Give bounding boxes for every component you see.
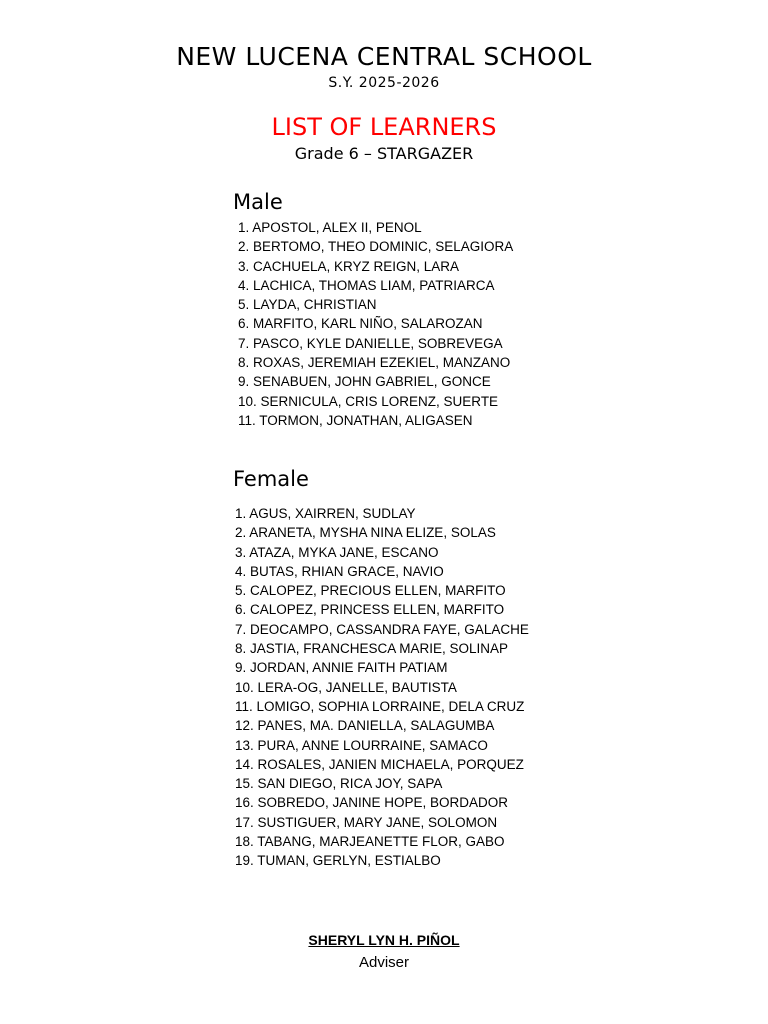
list-item: 12. PANES, MA. DANIELLA, SALAGUMBA: [235, 718, 495, 734]
list-item: 19. TUMAN, GERLYN, ESTIALBO: [235, 853, 441, 869]
list-item: 10. SERNICULA, CRIS LORENZ, SUERTE: [238, 393, 499, 409]
list-item: 2. BERTOMO, THEO DOMINIC, SELAGIORA: [238, 239, 514, 255]
list-item: 11. TORMON, JONATHAN, ALIGASEN: [238, 412, 473, 428]
list-item: 14. ROSALES, JANIEN MICHAELA, PORQUEZ: [235, 756, 524, 772]
grade-section: Grade 6 – STARGAZER: [294, 144, 474, 163]
list-item: 2. ARANETA, MYSHA NINA ELIZE, SOLAS: [235, 525, 496, 541]
list-item: 10. LERA-OG, JANELLE, BAUTISTA: [235, 679, 457, 695]
list-item: 17. SUSTIGUER, MARY JANE, SOLOMON: [235, 814, 498, 830]
list-item: 5. LAYDA, CHRISTIAN: [238, 297, 377, 313]
list-item: 1. APOSTOL, ALEX II, PENOL: [238, 220, 422, 235]
list-item: 8. JASTIA, FRANCHESCA MARIE, SOLINAP: [235, 641, 509, 657]
list-item: 11. LOMIGO, SOPHIA LORRAINE, DELA CRUZ: [235, 698, 525, 714]
adviser-name: SHERYL LYN H. PIÑOL: [308, 932, 460, 948]
school-year: S.Y. 2025-2026: [328, 75, 440, 91]
list-item: 4. BUTAS, RHIAN GRACE, NAVIO: [235, 563, 444, 579]
list-item: 8. ROXAS, JEREMIAH EZEKIEL, MANZANO: [238, 355, 511, 371]
male-heading: Male: [233, 190, 283, 214]
adviser-role: Adviser: [358, 954, 410, 971]
school-name: NEW LUCENA CENTRAL SCHOOL: [176, 42, 592, 71]
male-learner-list: [238, 218, 513, 430]
list-item: 5. CALOPEZ, PRECIOUS ELLEN, MARFITO: [235, 583, 506, 599]
list-item: 6. MARFITO, KARL NIÑO, SALAROZAN: [238, 316, 483, 332]
list-item: 1. AGUS, XAIRREN, SUDLAY: [235, 506, 416, 521]
list-item: 7. DEOCAMPO, CASSANDRA FAYE, GALACHE: [235, 621, 529, 637]
list-item: 3. ATAZA, MYKA JANE, ESCANO: [235, 544, 439, 560]
female-heading: Female: [233, 467, 309, 491]
list-item: 13. PURA, ANNE LOURRAINE, SAMACO: [235, 737, 488, 753]
list-item: 6. CALOPEZ, PRINCESS ELLEN, MARFITO: [235, 602, 505, 618]
list-item: 15. SAN DIEGO, RICA JOY, SAPA: [235, 776, 443, 792]
list-item: 9. SENABUEN, JOHN GABRIEL, GONCE: [238, 374, 491, 390]
page-title: LIST OF LEARNERS: [271, 113, 497, 141]
list-item: 18. TABANG, MARJEANETTE FLOR, GABO: [235, 834, 505, 850]
list-item: 9. JORDAN, ANNIE FAITH PATIAM: [235, 660, 448, 676]
female-learner-list: [235, 504, 529, 871]
list-item: 16. SOBREDO, JANINE HOPE, BORDADOR: [235, 795, 509, 811]
list-item: 7. PASCO, KYLE DANIELLE, SOBREVEGA: [238, 335, 503, 351]
list-item: 3. CACHUELA, KRYZ REIGN, LARA: [238, 258, 460, 274]
list-item: 4. LACHICA, THOMAS LIAM, PATRIARCA: [238, 277, 495, 293]
